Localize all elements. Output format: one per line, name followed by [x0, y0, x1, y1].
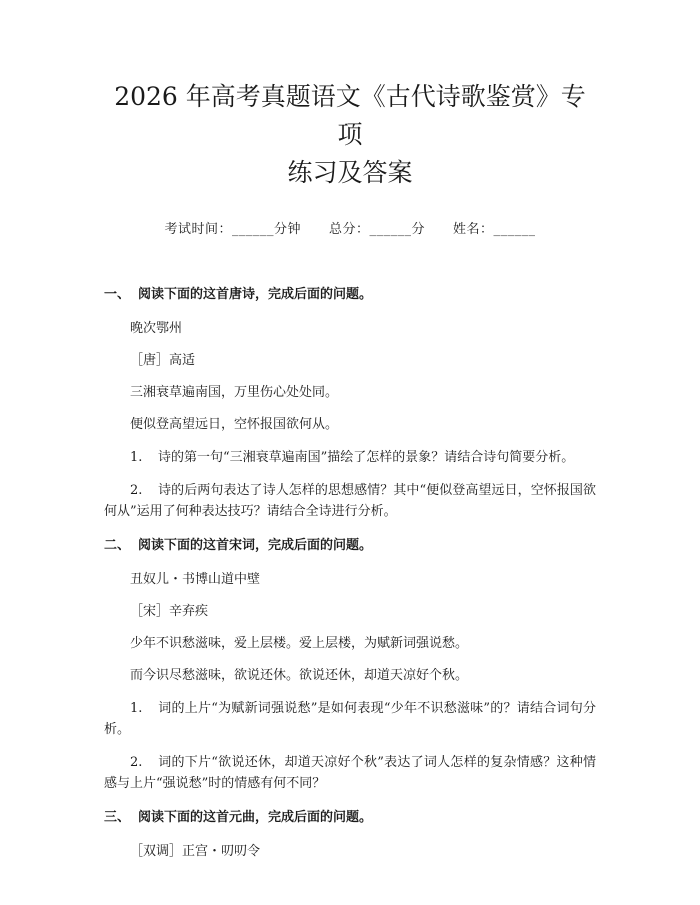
title-line-2: 练习及答案 [287, 158, 413, 187]
question: 2. 词的下片“欲说还休，却道天凉好个秋”表达了词人怎样的复杂情感？这种情感与上片“强说愁”时的情感有何不同？ [104, 755, 596, 791]
section-2 [104, 536, 596, 794]
exam-time: 考试时间：______分钟 [164, 222, 301, 237]
question: 1. 词的上片“为赋新词强说愁”是如何表现“少年不识愁滋味”的？请结合词句分析。 [104, 701, 596, 737]
section-heading: 一、 阅读下面的这首唐诗，完成后面的问题。 [104, 285, 596, 305]
poem-title: ［双调］正宫・叨叨令 [130, 844, 261, 859]
title-line-1: 2026 年高考真题语文《古代诗歌鉴赏》专项 [114, 82, 586, 149]
question: 1. 诗的第一句“三湘衰草遍南国”描绘了怎样的景象？请结合诗句简要分析。 [130, 450, 575, 465]
section-heading: 二、 阅读下面的这首宋词，完成后面的问题。 [104, 536, 596, 556]
poem-title: 晚次鄂州 [130, 321, 183, 336]
section-heading: 三、 阅读下面的这首元曲，完成后面的问题。 [104, 808, 596, 828]
section-number: 一、 [104, 287, 131, 302]
poem-line: 三湘衰草遍南国，万里伤心处处同。 [130, 385, 339, 400]
poem-author: ［宋］辛弃疾 [130, 604, 209, 619]
document-title [104, 78, 596, 192]
section-number: 三、 [104, 810, 131, 825]
section-3 [104, 808, 596, 862]
poem-line: 而今识尽愁滋味，欲说还休。欲说还休，却道天凉好个秋。 [130, 668, 469, 683]
poem-author: ［唐］高适 [130, 353, 196, 368]
section-number: 二、 [104, 538, 131, 553]
exam-score: 总分：______分 [328, 222, 425, 237]
exam-name: 姓名：______ [453, 222, 536, 237]
section-1 [104, 285, 596, 522]
poem-title: 丑奴儿・书博山道中壁 [130, 572, 261, 587]
poem-line: 少年不识愁滋味，爱上层楼。爱上层楼，为赋新词强说愁。 [130, 636, 469, 651]
question: 2. 诗的后两句表达了诗人怎样的思想感情？其中“便似登高望远日，空怀报国欲何从”运用了何种表达技巧？请结合全诗进行分析。 [104, 483, 596, 519]
exam-meta [104, 218, 596, 237]
poem-line: 便似登高望远日，空怀报国欲何从。 [130, 417, 339, 432]
